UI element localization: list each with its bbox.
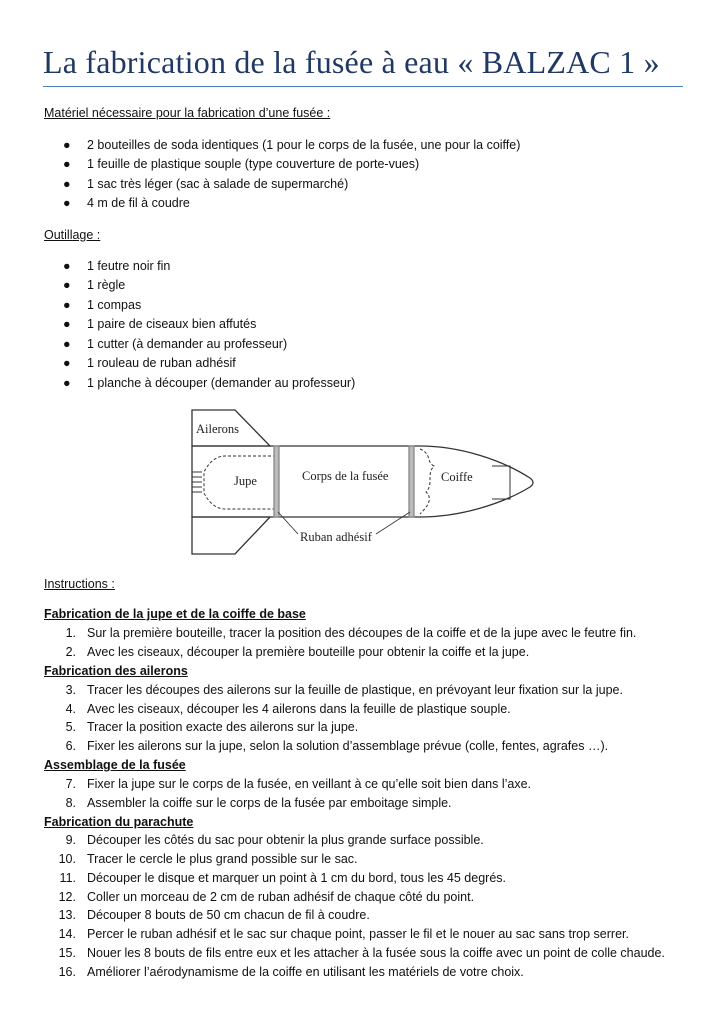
step-text: Assembler la coiffe sur le corps de la fusée par emboitage simple.: [87, 796, 452, 810]
section-title: Fabrication du parachute: [44, 815, 194, 829]
bullet-icon: ●: [63, 337, 71, 351]
list-item: 1 règle: [87, 278, 126, 292]
tape-leader-right: [376, 512, 410, 534]
step-number: 10.: [58, 852, 76, 866]
tape-band-right: [409, 446, 414, 517]
page-title: La fabrication de la fusée à eau « BALZAC 1 »: [43, 44, 660, 80]
step-text: Sur la première bouteille, tracer la position des découpes de la coiffe et de la jupe avec le feutre fin.: [87, 626, 637, 640]
label-jupe: Jupe: [234, 474, 257, 488]
step-number: 6.: [65, 739, 76, 753]
bullet-icon: ●: [63, 138, 71, 152]
step-text: Avec les ciseaux, découper les 4 ailerons dans la feuille de plastique souple.: [87, 702, 511, 716]
step-text: Découper les côtés du sac pour obtenir la plus grande surface possible.: [87, 833, 484, 847]
section-title: Assemblage de la fusée: [44, 758, 186, 772]
rocket-diagram: [180, 404, 540, 564]
tape-leader-left: [278, 512, 298, 534]
step-text: Tracer la position exacte des ailerons sur la jupe.: [87, 720, 359, 734]
title-underline: [43, 86, 683, 87]
label-ailerons: Ailerons: [196, 422, 240, 436]
label-coiffe: Coiffe: [441, 470, 473, 484]
label-ruban: Ruban adhésif: [300, 530, 372, 544]
bullet-icon: ●: [63, 376, 71, 390]
step-text: Fixer la jupe sur le corps de la fusée, en veillant à ce qu’elle soit bien dans l’axe.: [87, 777, 532, 791]
list-item: 1 rouleau de ruban adhésif: [87, 356, 236, 370]
step-text: Tracer les découpes des ailerons sur la feuille de plastique, en prévoyant leur fixation sur la jupe.: [87, 683, 623, 697]
label-corps: Corps de la fusée: [302, 469, 389, 483]
list-item: 1 feutre noir fin: [87, 259, 171, 273]
step-text: Découper 8 bouts de 50 cm chacun de fil à coudre.: [87, 908, 370, 922]
bullet-icon: ●: [63, 278, 71, 292]
bottom-fin: [192, 517, 270, 554]
bullet-icon: ●: [63, 157, 71, 171]
section-title: Fabrication des ailerons: [44, 664, 188, 678]
list-item: 1 cutter (à demander au professeur): [87, 337, 288, 351]
step-number: 15.: [58, 946, 76, 960]
bullet-icon: ●: [63, 177, 71, 191]
step-number: 1.: [65, 626, 76, 640]
outillage-heading: Outillage :: [44, 228, 101, 242]
list-item: 1 paire de ciseaux bien affutés: [87, 317, 257, 331]
step-number: 3.: [65, 683, 76, 697]
step-text: Coller un morceau de 2 cm de ruban adhésif de chaque côté du point.: [87, 890, 475, 904]
bullet-icon: ●: [63, 196, 71, 210]
step-text: Tracer le cercle le plus grand possible sur le sac.: [87, 852, 358, 866]
step-text: Découper le disque et marquer un point à 1 cm du bord, tous les 45 degrés.: [87, 871, 507, 885]
list-item: 1 feuille de plastique souple (type couverture de porte-vues): [87, 157, 420, 171]
bullet-icon: ●: [63, 356, 71, 370]
instructions-heading: Instructions :: [44, 577, 115, 591]
bullet-icon: ●: [63, 298, 71, 312]
list-item: 1 sac très léger (sac à salade de supermarché): [87, 177, 349, 191]
tape-band-left: [274, 446, 279, 517]
step-text: Avec les ciseaux, découper la première bouteille pour obtenir la coiffe et la jupe.: [87, 645, 530, 659]
bottle-cap-threads: [192, 472, 202, 492]
bullet-icon: ●: [63, 317, 71, 331]
bullet-icon: ●: [63, 259, 71, 273]
step-text: Améliorer l’aérodynamisme de la coiffe en utilisant les matériels de votre choix.: [87, 965, 524, 979]
step-number: 14.: [58, 927, 76, 941]
step-number: 8.: [65, 796, 76, 810]
step-text: Fixer les ailerons sur la jupe, selon la solution d’assemblage prévue (colle, fentes, agrafes …).: [87, 739, 609, 753]
step-number: 5.: [65, 720, 76, 734]
step-number: 4.: [65, 702, 76, 716]
coiffe-shape: [420, 449, 434, 514]
list-item: 1 compas: [87, 298, 142, 312]
nose-cap: [492, 466, 510, 499]
list-item: 2 bouteilles de soda identiques (1 pour le corps de la fusée, une pour la coiffe): [87, 138, 521, 152]
step-number: 9.: [65, 833, 76, 847]
step-number: 11.: [59, 871, 76, 885]
step-number: 13.: [58, 908, 76, 922]
list-item: 4 m de fil à coudre: [87, 196, 190, 210]
section-title: Fabrication de la jupe et de la coiffe de base: [44, 607, 306, 621]
step-text: Percer le ruban adhésif et le sac sur chaque point, passer le fil et le nouer au sac sans trop serrer.: [87, 927, 629, 941]
step-number: 16.: [58, 965, 76, 979]
materiel-heading: Matériel nécessaire pour la fabrication d’une fusée :: [44, 106, 331, 120]
step-number: 12.: [58, 890, 76, 904]
list-item: 1 planche à découper (demander au professeur): [87, 376, 356, 390]
step-number: 2.: [65, 645, 76, 659]
step-text: Nouer les 8 bouts de fils entre eux et les attacher à la fusée sous la coiffe avec un point de colle chaude.: [87, 946, 665, 960]
step-number: 7.: [65, 777, 76, 791]
